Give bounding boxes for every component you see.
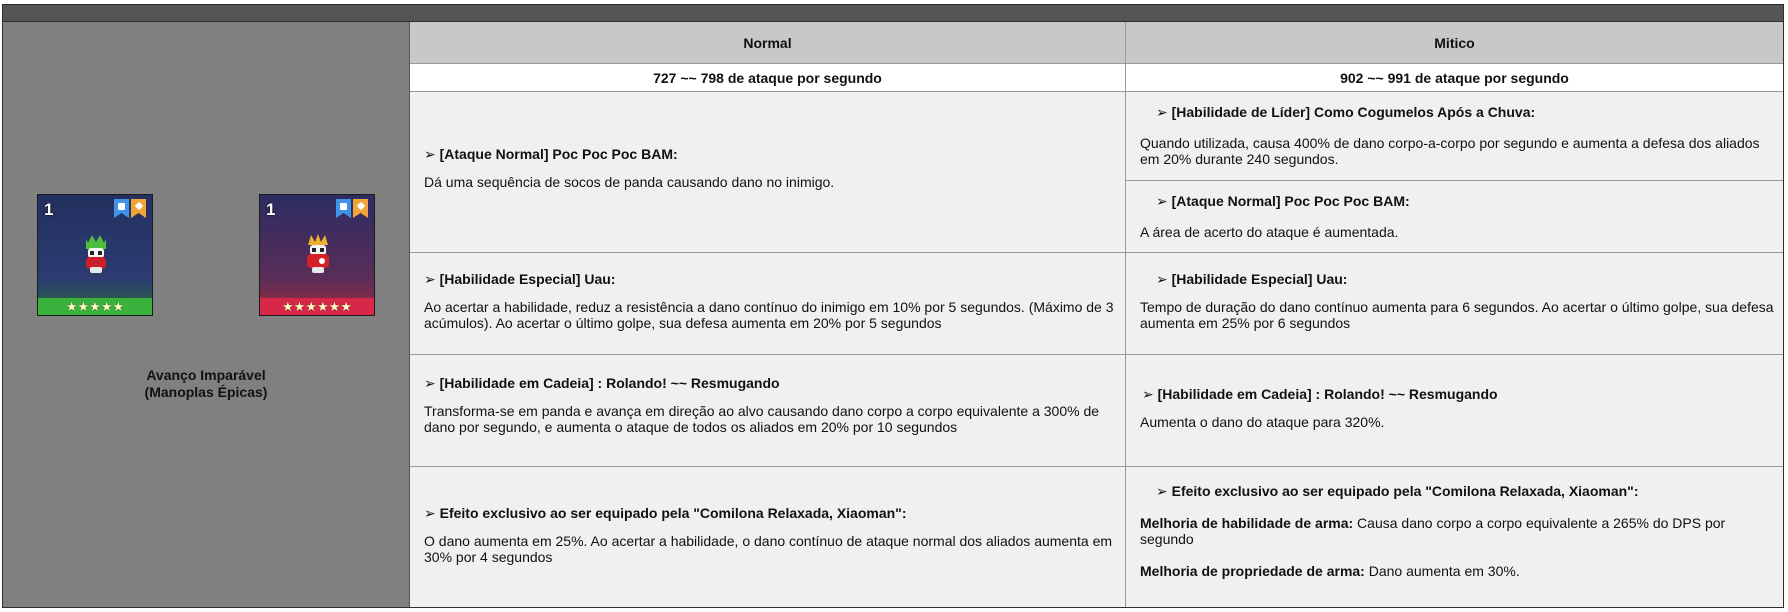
title-bar — [3, 5, 1783, 22]
skill-desc: Quando utilizada, causa 400% de dano corpo-a-corpo por segundo e aumenta a defesa dos aliados em 20% durante 240 segundos. — [1140, 135, 1760, 167]
item-thumbnail-normal — [37, 194, 153, 316]
mitico-especial-cell — [1126, 253, 1783, 355]
skill-title-text: [Habilidade de Líder] Como Cogumelos Após a Chuva: — [1171, 104, 1536, 120]
skill-title — [1156, 104, 1779, 120]
skill-title — [1156, 193, 1779, 209]
skill-desc: O dano aumenta em 25%. Ao acertar a habilidade, o dano contínuo de ataque normal dos aliados aumenta em 30% por 4 segundos — [424, 533, 1113, 565]
upgrade-label: Melhoria de propriedade de arma: — [1140, 563, 1365, 579]
skill-title-text: [Habilidade Especial] Uau: — [1171, 271, 1348, 287]
arrow-icon: ➢ — [424, 375, 436, 391]
skill-title — [424, 146, 1125, 162]
item-level: 1 — [44, 200, 54, 219]
bookmark-icon — [336, 199, 351, 218]
gauntlet-icon — [80, 233, 112, 277]
skill-title-text: Efeito exclusivo ao ser equipado pela "Comilona Relaxada, Xiaoman": — [439, 505, 907, 521]
column-divider — [1125, 22, 1126, 607]
item-name-line1: Avanço Imparável — [146, 367, 266, 383]
skill-title-text: [Ataque Normal] Poc Poc Poc BAM: — [439, 146, 678, 162]
mitico-cadeia-cell — [1126, 355, 1783, 467]
attack-value-normal: 727 ~~ 798 de ataque por segundo — [410, 64, 1125, 92]
gauntlet-icon — [302, 233, 334, 277]
skill-title — [1156, 483, 1779, 499]
arrow-icon: ➢ — [1156, 104, 1168, 120]
arrow-icon: ➢ — [1142, 386, 1154, 402]
diamond-badge-icon — [131, 199, 146, 218]
skill-title — [1142, 386, 1779, 402]
star-rating: ★★★★★ — [38, 298, 152, 315]
item-thumbnail-mitico — [259, 194, 375, 316]
weapon-skill-upgrade — [1140, 515, 1779, 547]
skill-title-text: [Habilidade em Cadeia] : Rolando! ~~ Resmugando — [439, 375, 780, 391]
column-header-normal: Normal — [410, 22, 1125, 64]
skill-title-text: [Ataque Normal] Poc Poc Poc BAM: — [1171, 193, 1410, 209]
skill-title-text: Efeito exclusivo ao ser equipado pela "Comilona Relaxada, Xiaoman": — [1171, 483, 1639, 499]
skill-desc: Transforma-se em panda e avança em direção ao alvo causando dano corpo a corpo equivalente a 300% de dano por segundo, e aumenta o ataque de todos os aliados em 20% por 10 segundos — [424, 403, 1100, 435]
normal-ataque-cell — [410, 92, 1125, 253]
skill-title — [424, 271, 1121, 287]
upgrade-desc: Dano aumenta em 30%. — [1364, 563, 1520, 579]
item-name — [3, 367, 409, 401]
skill-desc: Ao acertar a habilidade, reduz a resistência a dano contínuo do inimigo em 10% por 5 segundos. (Máximo de 3 acúmulos). Ao acertar o último golpe, sua defesa aumenta em 20% por 5 segundos — [424, 299, 1114, 331]
normal-especial-cell — [410, 253, 1125, 355]
normal-efeito-cell — [410, 467, 1125, 607]
skill-title — [424, 505, 1121, 521]
arrow-icon: ➢ — [1156, 193, 1168, 209]
upgrade-desc: Causa dano corpo a corpo equivalente a 265% do DPS por segundo — [1140, 515, 1726, 547]
skill-desc: Dá uma sequência de socos de panda causando dano no inimigo. — [424, 174, 835, 190]
arrow-icon: ➢ — [1156, 271, 1168, 287]
arrow-icon: ➢ — [1156, 483, 1168, 499]
arrow-icon: ➢ — [424, 505, 436, 521]
mitico-ataque-cell — [1126, 181, 1783, 253]
attack-value-mitico: 902 ~~ 991 de ataque por segundo — [1126, 64, 1783, 92]
arrow-icon: ➢ — [424, 271, 436, 287]
skill-title-text: [Habilidade em Cadeia] : Rolando! ~~ Resmugando — [1157, 386, 1498, 402]
mitico-lider-cell — [1126, 92, 1783, 181]
column-header-mitico: Mitico — [1126, 22, 1783, 64]
skill-desc: Tempo de duração do dano contínuo aumenta para 6 segundos. Ao acertar o último golpe, sua defesa aumenta em 25% por 6 segundos — [1140, 299, 1774, 331]
skill-title — [1156, 271, 1779, 287]
normal-cadeia-cell — [410, 355, 1125, 467]
mitico-efeito-cell — [1126, 467, 1783, 607]
arrow-icon: ➢ — [424, 146, 436, 162]
diamond-badge-icon — [353, 199, 368, 218]
skill-title-text: [Habilidade Especial] Uau: — [439, 271, 616, 287]
star-rating: ★★★★★★ — [260, 298, 374, 315]
skill-desc: A área de acerto do ataque é aumentada. — [1140, 224, 1399, 240]
item-level: 1 — [266, 200, 276, 219]
item-name-line2: (Manoplas Épicas) — [144, 384, 268, 400]
badge-flags — [112, 199, 146, 223]
bookmark-icon — [114, 199, 129, 218]
badge-flags — [334, 199, 368, 223]
weapon-property-upgrade — [1140, 563, 1779, 579]
upgrade-label: Melhoria de habilidade de arma: — [1140, 515, 1354, 531]
skill-title — [424, 375, 1121, 391]
skill-desc: Aumenta o dano do ataque para 320%. — [1140, 414, 1385, 430]
